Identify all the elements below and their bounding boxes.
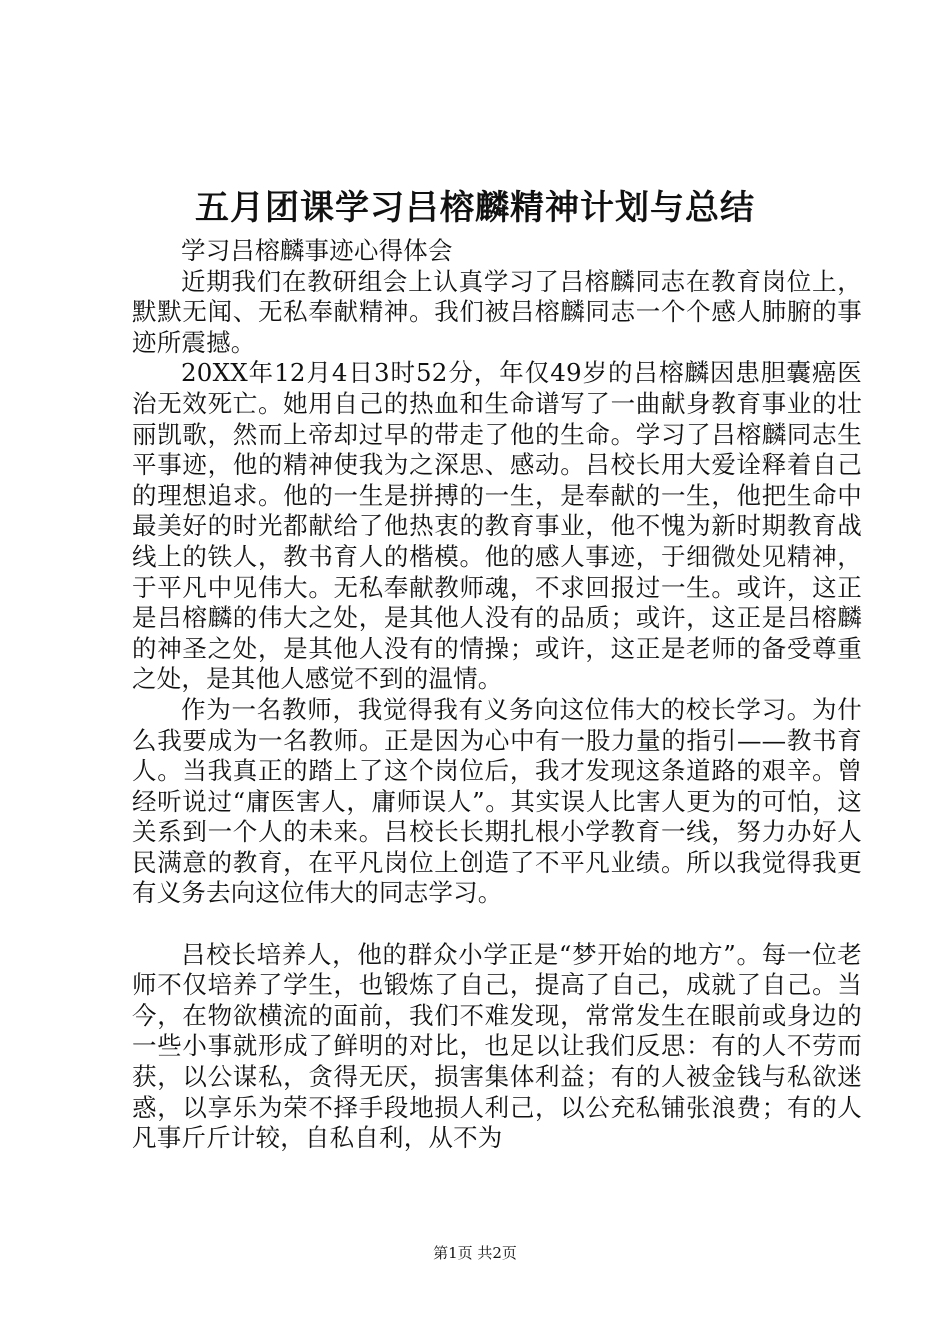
body-paragraph: 吕校长培养人，他的群众小学正是“梦开始的地方”。每一位老师不仅培养了学生，也锻炼了自己，提高了自己，成就了自己。当今，在物欲横流的面前，我们不难发现，常常发生在眼前或身边的一些小事就形成了鲜明的对比，也足以让我们反思：有的人不劳而获，以公谋私，贪得无厌，损害集体利益；有的人被金钱与私欲迷惑，以享乐为荣不择手段地损人利己，以公充私铺张浪费；有的人凡事斤斤计较，自私自利，从不为 (132, 939, 862, 1153)
body-paragraph: 近期我们在教研组会上认真学习了吕榕麟同志在教育岗位上，默默无闻、无私奉献精神。我们被吕榕麟同志一个个感人肺腑的事迹所震撼。 (132, 266, 862, 357)
page-footer: 第1页 共2页 (433, 1244, 517, 1262)
document-body (132, 236, 862, 1154)
subtitle-paragraph: 学习吕榕麟事迹心得体会 (181, 236, 453, 265)
body-paragraph: 20XX年12月4日3时52分，年仅49岁的吕榕麟因患胆囊癌医治无效死亡。她用自己的热血和生命谱写了一曲献身教育事业的壮丽凯歌，然而上帝却过早的带走了他的生命。学习了吕榕麟同志生平事迹，他的精神使我为之深思、感动。吕校长用大爱诠释着自己的理想追求。他的一生是拼搏的一生，是奉献的一生，他把生命中最美好的时光都献给了他热衷的教育事业，他不愧为新时期教育战线上的铁人，教书育人的楷模。他的感人事迹，于细微处见精神，于平凡中见伟大。无私奉献教师魂，不求回报过一生。或许，这正是吕榕麟的伟大之处，是其他人没有的品质；或许，这正是吕榕麟的神圣之处，是其他人没有的情操；或许，这正是老师的备受尊重之处，是其他人感觉不到的温情。 (132, 358, 862, 694)
document-title: 五月团课学习吕榕麟精神计划与总结 (195, 188, 755, 228)
body-paragraph: 作为一名教师，我觉得我有义务向这位伟大的校长学习。为什么我要成为一名教师。正是因为心中有一股力量的指引——教书育人。当我真正的踏上了这个岗位后，我才发现这条道路的艰辛。曾经听说过“庸医害人，庸师误人”。其实误人比害人更为的可怕，这关系到一个人的未来。吕校长长期扎根小学教育一线，努力办好人民满意的教育，在平凡岗位上创造了不平凡业绩。所以我觉得我更有义务去向这位伟大的同志学习。 (132, 694, 862, 908)
